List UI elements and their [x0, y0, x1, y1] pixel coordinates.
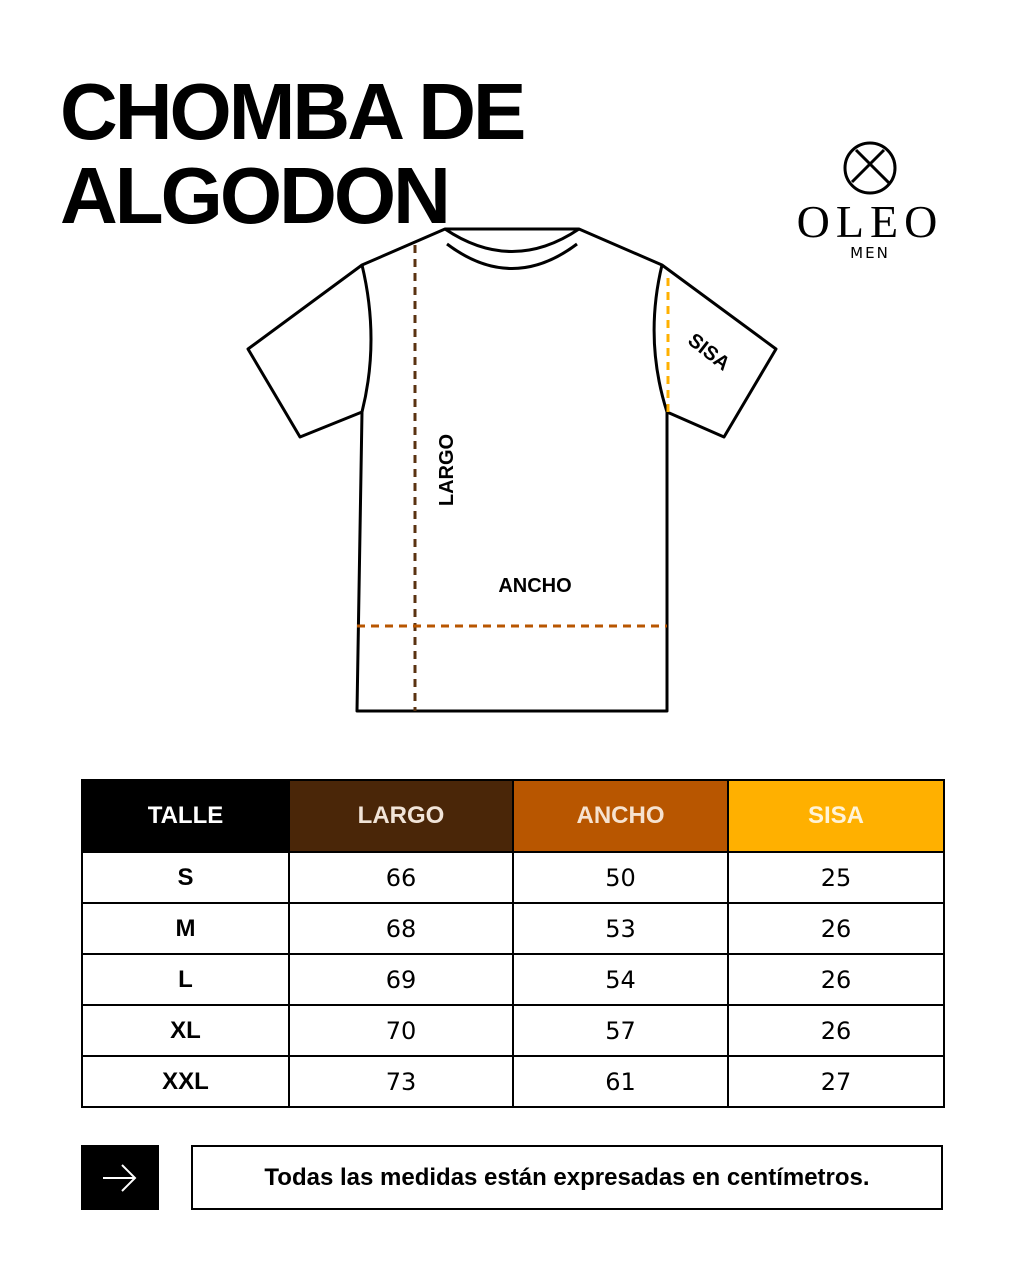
- cell-largo: 66: [289, 852, 513, 903]
- shirt-diagram: [230, 220, 790, 720]
- table-row: [82, 852, 944, 903]
- shirt-left-armhole: [362, 265, 371, 412]
- header-sisa: SISA: [728, 780, 944, 852]
- header-ancho: ANCHO: [513, 780, 728, 852]
- ancho-label: ANCHO: [498, 575, 572, 597]
- cell-sisa: 27: [728, 1056, 944, 1107]
- cell-talle: S: [82, 852, 289, 903]
- sisa-label: SISA: [683, 329, 734, 376]
- cell-sisa: 26: [728, 954, 944, 1005]
- brand-sub: MEN: [850, 244, 890, 262]
- cell-sisa: 26: [728, 903, 944, 954]
- cell-sisa: 25: [728, 852, 944, 903]
- cell-talle: L: [82, 954, 289, 1005]
- title-line-1: CHOMBA DE: [60, 67, 524, 156]
- cell-ancho: 50: [513, 852, 728, 903]
- brand-name: OLEO: [796, 196, 944, 247]
- shirt-right-armhole: [654, 265, 667, 412]
- table-header-row: [82, 780, 944, 852]
- cell-talle: M: [82, 903, 289, 954]
- cell-talle: XXL: [82, 1056, 289, 1107]
- page-title: [60, 67, 524, 240]
- brand-logo: [790, 140, 950, 265]
- cell-ancho: 53: [513, 903, 728, 954]
- size-table: [81, 779, 945, 1108]
- cell-largo: 68: [289, 903, 513, 954]
- table-row: [82, 954, 944, 1005]
- arrow-badge: [81, 1145, 159, 1210]
- arrow-right-icon: [100, 1158, 140, 1198]
- table-row: [82, 1005, 944, 1056]
- shirt-outline: [248, 229, 776, 711]
- header-largo: LARGO: [289, 780, 513, 852]
- shirt-collar-inner: [447, 244, 577, 269]
- cell-largo: 70: [289, 1005, 513, 1056]
- largo-label: LARGO: [436, 433, 458, 507]
- cell-ancho: 61: [513, 1056, 728, 1107]
- cell-talle: XL: [82, 1005, 289, 1056]
- header-talle: TALLE: [82, 780, 289, 852]
- table-row: [82, 1056, 944, 1107]
- cell-ancho: 57: [513, 1005, 728, 1056]
- cell-largo: 73: [289, 1056, 513, 1107]
- title-line-2: ALGODON: [60, 151, 448, 240]
- measurement-note: Todas las medidas están expresadas en centímetros.: [191, 1145, 943, 1210]
- table-row: [82, 903, 944, 954]
- cell-ancho: 54: [513, 954, 728, 1005]
- circle-x-logo-icon: [842, 140, 898, 196]
- cell-sisa: 26: [728, 1005, 944, 1056]
- shirt-collar-outer: [445, 229, 579, 252]
- cell-largo: 69: [289, 954, 513, 1005]
